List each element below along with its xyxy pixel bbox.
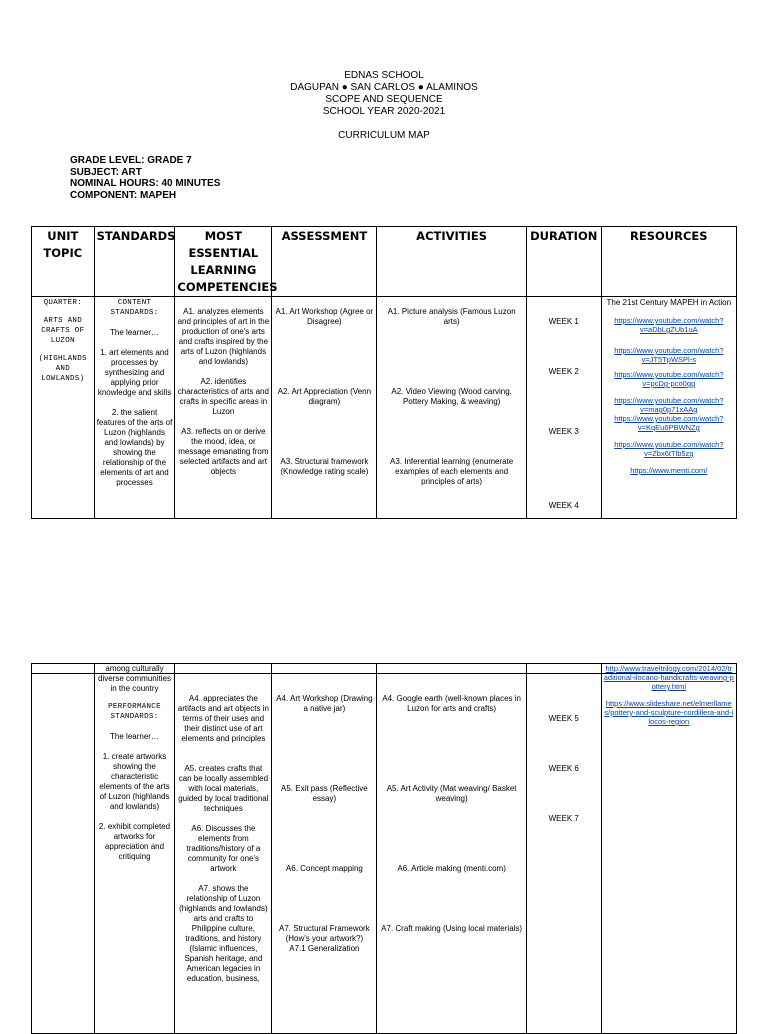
table-row [32,297,737,519]
activity-a3: A3. Inferential learning (enumerate examples of each elements and principles of arts) [390,457,514,486]
activity-a6: A6. Article making (menti.com) [397,864,506,873]
resource-link-7[interactable]: https://www.menti.com/ [630,466,708,475]
document-header [0,70,768,142]
assessment-cell-cont [272,674,377,1034]
subject: SUBJECT: ART [70,166,142,178]
document-title: SCOPE AND SEQUENCE [325,94,443,105]
duration-week-3: WEEK 3 [548,427,579,436]
header-standards: STANDARDS [94,227,175,297]
resource-link-6[interactable]: https://www.youtube.com/watch?v=Zbx6tTlb5zg [614,440,724,458]
school-name: EDNAS SCHOOL [344,70,424,81]
resources-cell-cont [601,664,736,1034]
assessment-a71: A7.1 Generalization [289,944,360,953]
header-resources: RESOURCES [601,227,736,297]
resource-link-4[interactable]: https://www.youtube.com/watch?v=mag0p71xAAg [614,396,724,414]
competency-a1: A1. analyzes elements and principles of art in the production of one's arts and crafts inspired by the arts of Luzon (highlands and lowlands) [177,307,270,366]
duration-cell-cont [526,674,601,1034]
competency-a6: A6. Discusses the elements from traditions/history of a community for one's artwork [186,824,261,873]
curriculum-table-page2 [31,663,737,1034]
competency-a7: A7. shows the relationship of Luzon (highlands and lowlands) arts and crafts to Philippine culture, traditions, and history (Islamic influences, Spanish heritage, and American legacies in education, business, [179,884,268,983]
header-unit-topic: UNIT TOPIC [32,227,95,297]
standards-cell [94,297,175,519]
resources-cell [601,297,736,519]
activity-a5: A5. Art Activity (Mat weaving/ Basket weaving) [386,784,517,803]
assessment-a5: A5. Exit pass (Reflective essay) [281,784,368,803]
unit-topic: ARTS AND CRAFTS OF LUZON [41,317,85,345]
table-row [32,674,737,1034]
assessment-a3: A3. Structural framework (Knowledge rating scale) [280,457,369,476]
unit-topic-cell-cont [32,674,95,1034]
curriculum-map-title: CURRICULUM MAP [338,130,430,141]
curriculum-table-page1 [31,226,737,519]
duration-week-5: WEEK 5 [548,714,579,723]
performance-standard-1: 1. create artworks showing the characteristic elements of the arts of Luzon (highlands and lowlands) [99,752,170,811]
competency-a4: A4. appreciates the artifacts and art objects in terms of their uses and their distinct use of art elements and principles [177,694,269,743]
duration-week-4: WEEK 4 [548,501,579,510]
assessment-a1: A1. Art Workshop (Agree or Disagree) [275,307,374,326]
performance-standard-2: 2. exhibit completed artworks for appreciation and critiquing [98,822,171,861]
assessment-a2: A2. Art Appreciation (Venn diagram) [277,387,372,406]
assessment-a6: A6. Concept mapping [285,864,363,873]
learner-label: The learner… [110,328,159,337]
component: COMPONENT: MAPEH [70,189,177,201]
resource-link-1[interactable]: https://www.youtube.com/watch?v=aDbLgZUb1uA [614,316,724,334]
unit-topic-cell [32,297,95,519]
activity-a4: A4. Google earth (well-known places in Luzon for arts and crafts) [382,694,521,713]
unit-scope: (HIGHLANDS AND LOWLANDS) [38,355,87,383]
activity-a2: A2. Video Viewing (Wood carving, Pottery Making, & weaving) [391,387,512,406]
performance-standards-heading: PERFORMANCE STANDARDS: [108,703,161,721]
header-assessment: ASSESSMENT [272,227,377,297]
competencies-cell [175,297,272,519]
quarter-label: QUARTER: [43,299,82,307]
table-header-row [32,227,737,297]
standards-cell-cont [94,664,175,1034]
resource-link-3[interactable]: https://www.youtube.com/watch?v=pcDg-pco0gg [614,370,724,388]
competency-a3: A3. reflects on or derive the mood, idea, or message emanating from selected artifacts and art objects [178,427,269,476]
resource-link-9[interactable]: https://www.slideshare.net/elmerllames/pottery-and-sculpture-cordillera-and-ilocos-region [604,699,734,726]
school-year: SCHOOL YEAR 2020-2021 [322,106,446,117]
duration-week-6: WEEK 6 [548,764,579,773]
competency-a2: A2. identifies characteristics of arts and crafts in specific areas in Luzon [177,377,269,416]
school-locations: DAGUPAN ● SAN CARLOS ● ALAMINOS [290,82,478,93]
activity-a1: A1. Picture analysis (Famous Luzon arts) [387,307,516,326]
resource-book: The 21st Century MAPEH in Action [606,298,732,307]
assessment-cell [272,297,377,519]
content-standard-2: 2. the salient features of the arts of Luzon (highlands and lowlands) by showing the relationship of the elements of art and processes [96,408,173,487]
course-meta [70,155,220,201]
resource-link-8[interactable]: http://www.traveltrilogy.com/2014/02/traditional-ilocano-handicrafts-weaving-pottery.html [603,664,734,691]
duration-week-1: WEEK 1 [548,317,579,326]
duration-week-2: WEEK 2 [548,367,579,376]
activity-a7: A7. Craft making (Using local materials) [381,924,523,933]
header-duration: DURATION [526,227,601,297]
duration-week-7: WEEK 7 [548,814,579,823]
standard-continuation: among culturally diverse communities in the country [98,664,171,693]
resource-link-5[interactable]: https://www.youtube.com/watch?v=KqEu6PBWNZg [614,414,724,432]
header-competencies: MOST ESSENTIAL LEARNING COMPETENCIES [175,227,272,297]
content-standard-1: 1. art elements and processes by synthesizing and applying prior knowledge and skills [97,348,172,397]
activities-cell [377,297,526,519]
learner-label-2: The learner… [110,732,159,741]
header-activities: ACTIVITIES [377,227,526,297]
duration-cell [526,297,601,519]
competency-a5: A5. creates crafts that can be locally assembled with local materials, guided by local traditional techniques [178,764,269,813]
competencies-cell-cont [175,674,272,1034]
assessment-a7: A7. Structural Framework (How's your artwork?) [279,924,370,943]
activities-cell-cont [377,674,526,1034]
grade-level: GRADE LEVEL: GRADE 7 [70,155,192,166]
content-standards-heading: CONTENT STANDARDS: [110,299,159,317]
resource-link-2[interactable]: https://www.youtube.com/watch?v=JT5TpWSPl-s [614,346,724,364]
assessment-a4: A4. Art Workshop (Drawing a native jar) [276,694,373,713]
nominal-hours: NOMINAL HOURS: 40 MINUTES [70,178,221,189]
